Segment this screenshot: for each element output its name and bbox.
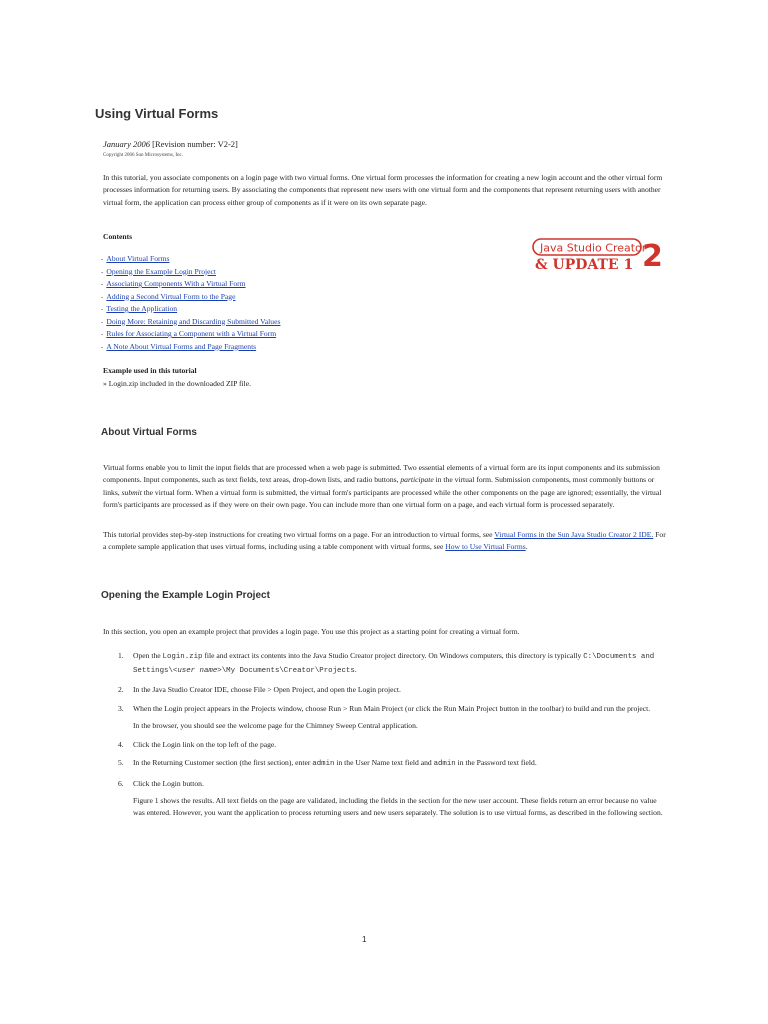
toc-link-opening-project[interactable]: Opening the Example Login Project: [106, 266, 217, 276]
text-run: in the User Name text field and: [334, 758, 434, 767]
step-item: [103, 650, 663, 677]
list-item: [101, 278, 280, 291]
bullet-icon: -: [101, 317, 104, 326]
text-run: For a complete sample application that uses virtual forms, including using a table component with virtual forms, see: [103, 530, 666, 552]
section-heading-opening: Opening the Example Login Project: [101, 590, 270, 601]
step-number: 2.: [118, 685, 124, 694]
steps-list: [103, 650, 663, 825]
intro-paragraph: In this tutorial, you associate components on a login page with two virtual forms. One virtual form processes the information for creating a new login account and the other virtual form processes information for returning users. By associating the components that represent new users with one virtual form and the components that represent returning users with another virtual form, the application can process either group of components as if it were on its own separate page.: [103, 173, 663, 207]
bullet-icon: -: [101, 342, 104, 351]
step-item: [103, 703, 663, 732]
example-text: » Login.zip included in the downloaded ZIP file.: [103, 379, 251, 388]
code-run: >\My Documents\Creator\Projects: [217, 666, 355, 675]
step-number: 5.: [118, 758, 124, 767]
contents-heading: Contents: [103, 232, 133, 241]
about-paragraph-2: [103, 529, 668, 554]
list-item: [101, 253, 280, 266]
emphasis: submit: [121, 487, 142, 497]
text-run: Virtual forms enable you to limit the input fields that are processed when a web page is submitted. Two essential elements of a virtual form are its input components and its submission components. Input components, such as text fields, text areas, drop-down lists, and radio buttons,: [103, 463, 660, 485]
bullet-icon: -: [101, 280, 104, 288]
logo-numeral: 2: [642, 239, 663, 272]
link-how-to-use-virtual-forms[interactable]: How to Use Virtual Forms: [445, 542, 526, 552]
step-text: Click the Login button.: [133, 778, 204, 788]
list-item: [101, 328, 280, 341]
step-text: In the Java Studio Creator IDE, choose File > Open Project, and open the Login project.: [133, 685, 401, 694]
date: January 2006: [103, 139, 150, 149]
revision-number: [Revision number: V2-2]: [149, 139, 238, 149]
revision-date: [103, 139, 238, 149]
toc-link-about-virtual-forms[interactable]: About Virtual Forms: [106, 254, 170, 263]
about-paragraph-1: [103, 462, 668, 512]
text-run: This tutorial provides step-by-step instructions for creating two virtual forms on a page. For an introduction to virtual forms, see: [103, 530, 495, 539]
link-virtual-forms-ide[interactable]: Virtual Forms in the Sun Java Studio Creator 2 IDE.: [494, 530, 654, 539]
copyright-notice: Copyright 2006 Sun Microsystems, Inc.: [103, 153, 183, 158]
step-item: [103, 739, 663, 751]
step-item: [103, 778, 663, 819]
step-item: [103, 757, 663, 771]
toc-link-doing-more[interactable]: Doing More: Retaining and Discarding Submitted Values: [106, 316, 281, 326]
text-run: in the Password text field.: [455, 758, 537, 767]
list-item: [101, 303, 280, 316]
bullet-icon: -: [101, 292, 104, 301]
step-number: 6.: [118, 778, 124, 788]
contents-list: [101, 253, 280, 353]
list-item: [101, 266, 280, 279]
emphasis: participate: [400, 475, 434, 485]
logo-line-1: Java Studio Creator: [540, 241, 647, 255]
text-run: In the Returning Customer section (the first section), enter: [133, 758, 313, 767]
text-run: Open the: [133, 651, 163, 660]
text-run: .: [525, 542, 528, 552]
text-run: file and extract its contents into the Java Studio Creator project directory. On Windows computers, this directory is typically: [202, 651, 584, 660]
step-number: 4.: [118, 739, 124, 749]
toc-link-rules[interactable]: Rules for Associating a Component with a Virtual Form: [106, 329, 277, 338]
toc-link-associating-components[interactable]: Associating Components With a Virtual Form: [106, 279, 246, 288]
code-run: C:\Documents and Settings\<: [133, 653, 655, 675]
text-run: the virtual form. When a virtual form is submitted, the virtual form's participants are processed while the other components on the page are ignored; essentially, the virtual form's participants are processed as if they were on their own page. You can include more than one virtual form on a page, and each virtual form is processed separately.: [103, 487, 662, 510]
step-note: Figure 1 shows the results. All text fields on the page are validated, including the fields in the section for the new user account. These fields return an error because no value was entered. However, you want the application to process returning users and new users separately. The solution is to use virtual forms, as described in the following section.: [133, 796, 663, 817]
page-number: 1: [362, 935, 367, 944]
code-placeholder: user name: [177, 666, 218, 675]
bullet-icon: -: [101, 330, 104, 338]
example-heading: Example used in this tutorial: [103, 366, 197, 375]
text-run: in the virtual form. Submission components, most commonly buttons or links,: [103, 475, 655, 497]
text-run: .: [354, 664, 357, 674]
step-text: When the Login project appears in the Projects window, choose Run > Run Main Project (or click the Run Main Project button in the toolbar) to build and run the project.: [133, 703, 651, 713]
page-title: Using Virtual Forms: [95, 106, 219, 121]
toc-link-testing[interactable]: Testing the Application: [106, 304, 178, 313]
toc-link-second-virtual-form[interactable]: Adding a Second Virtual Form to the Page: [106, 291, 236, 301]
opening-paragraph: In this section, you open an example project that provides a login page. You use this project as a starting point for creating a virtual form.: [103, 627, 520, 636]
java-studio-creator-logo: [532, 236, 668, 272]
bullet-icon: -: [101, 255, 104, 263]
bullet-icon: -: [101, 267, 104, 276]
code-value: admin: [312, 760, 335, 768]
code-filename: Login.zip: [162, 653, 203, 661]
step-number: 3.: [118, 703, 124, 713]
step-note: In the browser, you should see the welcome page for the Chimney Sweep Central application.: [133, 721, 418, 730]
logo-line-2: & UPDATE 1: [535, 257, 634, 272]
section-heading-about: About Virtual Forms: [101, 427, 197, 438]
toc-link-page-fragments[interactable]: A Note About Virtual Forms and Page Fragments: [106, 341, 257, 351]
step-item: [103, 684, 663, 696]
bullet-icon: -: [101, 305, 104, 313]
list-item: [101, 291, 280, 304]
code-value: admin: [433, 760, 456, 768]
step-text: Click the Login link on the top left of the page.: [133, 739, 277, 749]
step-number: 1.: [118, 651, 124, 660]
list-item: [101, 316, 280, 329]
list-item: [101, 341, 280, 354]
